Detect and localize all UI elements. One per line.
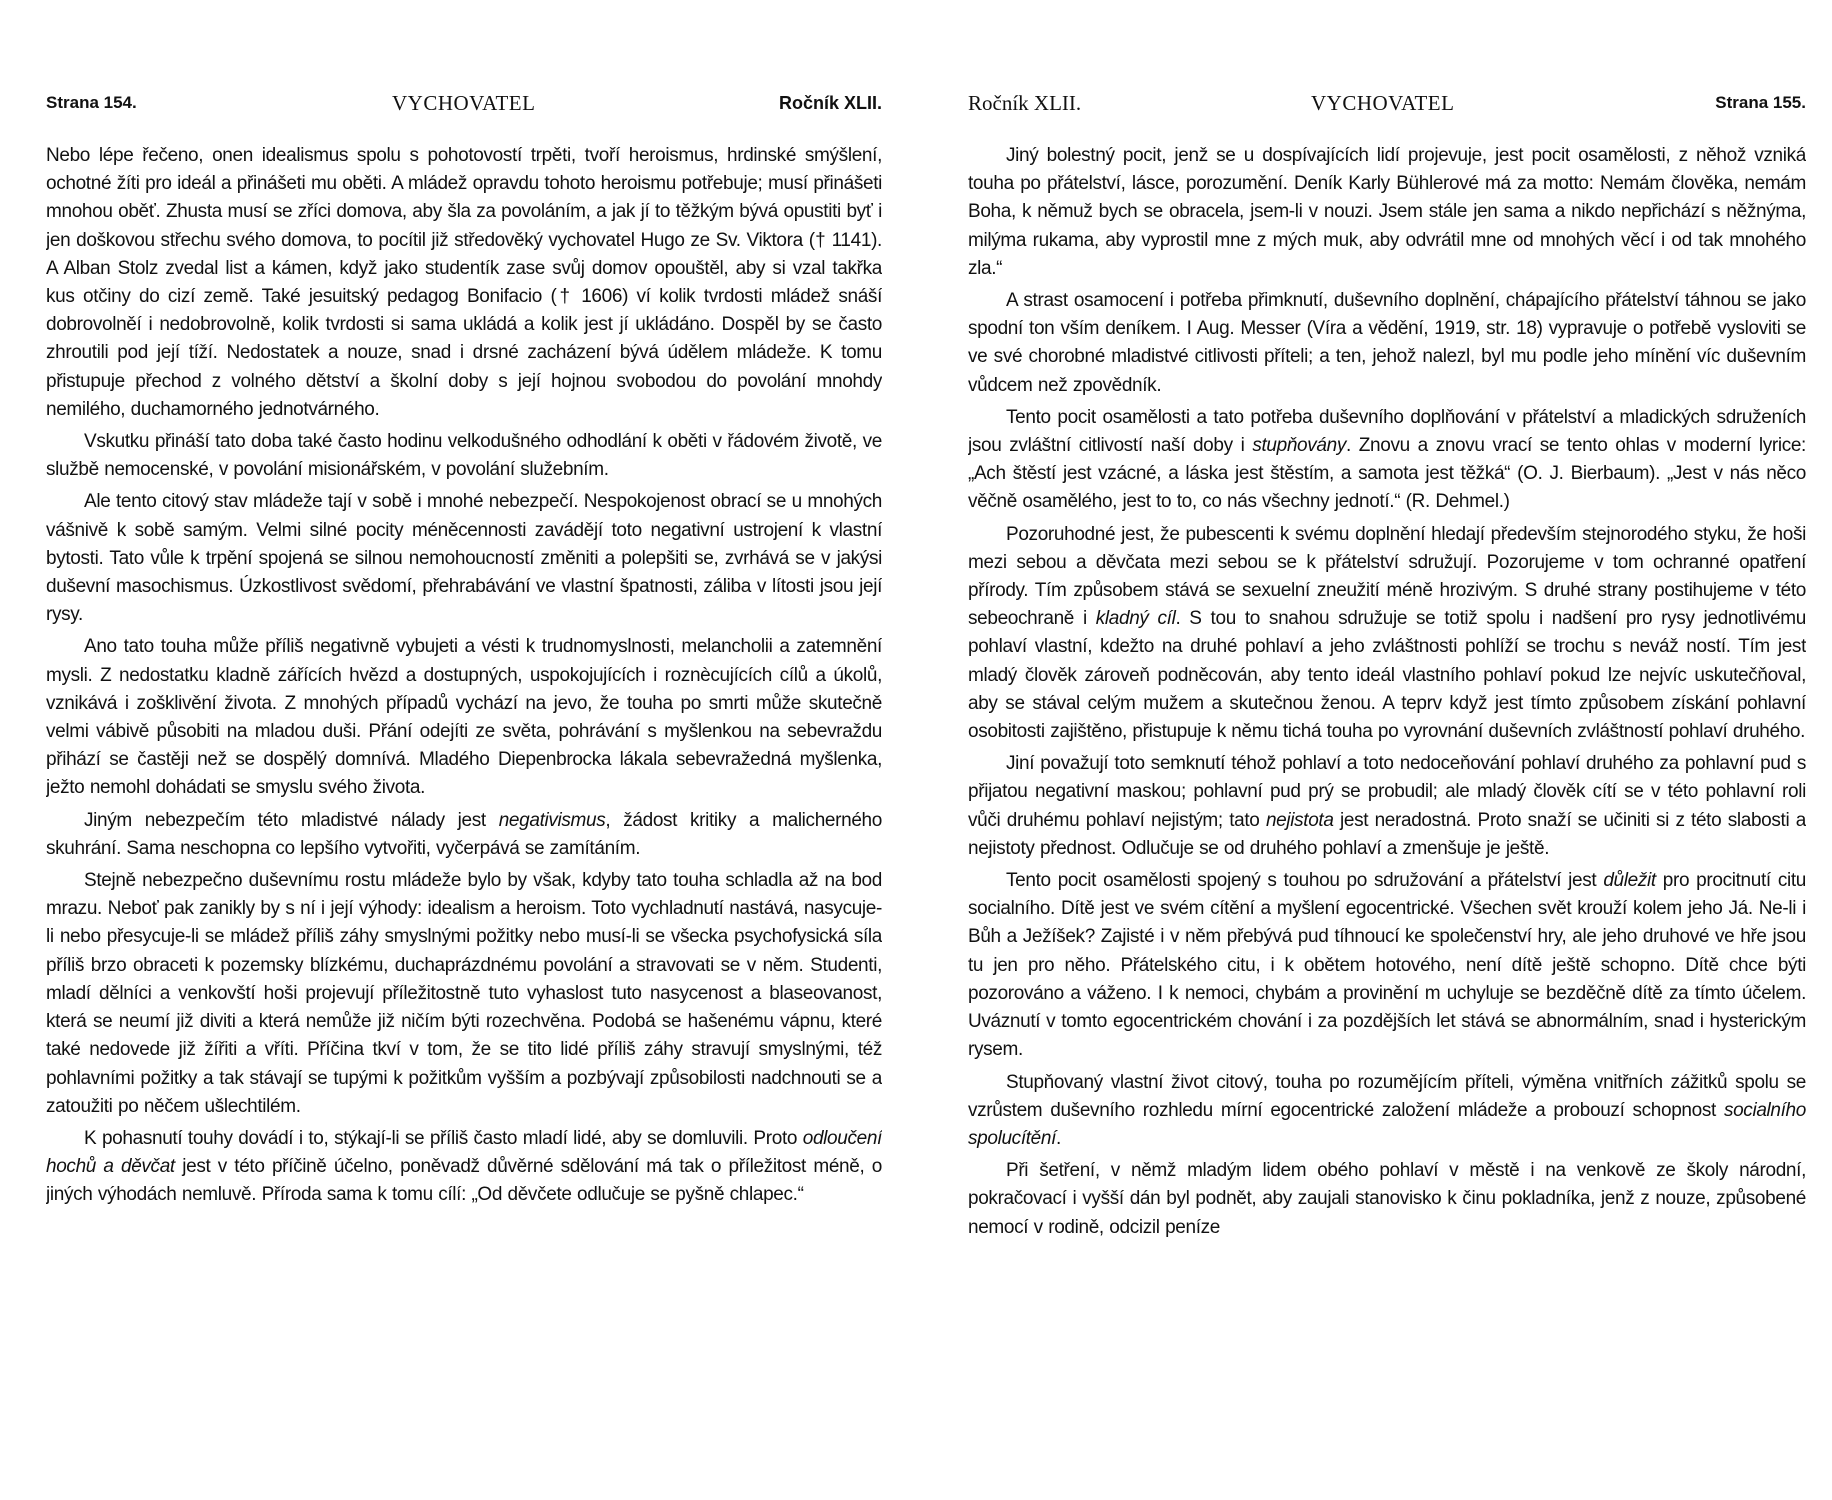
- text-run: Tento pocit osamělosti a tato potřeba duševního doplňování v přátelství a mladických sdruženích jsou zvláštní citlivostí naší doby i: [968, 406, 1806, 457]
- right-body-text: [968, 142, 1806, 1242]
- text-run: jest neradostná. Proto snaží se učiniti si z této slabosti a nejistoty přednost. Odlučuje se od druhého pohlaví a zmenšuje je ještě.: [968, 809, 1806, 859]
- paragraph: [46, 428, 882, 484]
- emphasized-text: kladný cíl: [1095, 608, 1176, 630]
- emphasized-text: odloučení hochů a děvčat: [46, 1127, 882, 1178]
- paragraph: [968, 1157, 1806, 1242]
- paragraph: [46, 633, 882, 802]
- text-run: Tento pocit osamělosti spojený s touhou po sdružování a přátelství jest: [1006, 870, 1604, 892]
- left-page: [46, 88, 882, 1468]
- left-journal-title: VYCHOVATEL: [392, 91, 536, 115]
- emphasized-text: negativismus: [498, 809, 606, 831]
- paragraph: [46, 807, 882, 863]
- paragraph: [968, 521, 1806, 747]
- right-page-number: Strana 155.: [1715, 93, 1806, 112]
- text-run: , žádost kritiky a malicherného skuhrání. Sama neschopna co lepšího vytvořiti, vyčerpává se zamítáním.: [46, 809, 882, 859]
- right-volume: Ročník XLII.: [968, 91, 1082, 115]
- right-journal-title: VYCHOVATEL: [1311, 91, 1455, 115]
- paragraph: [968, 1069, 1806, 1154]
- left-volume: Ročník XLII.: [778, 93, 882, 113]
- text-run: Stupňovaný vlastní život citový, touha po rozumějícím příteli, výměna vnitřních zážitků spolu se vzrůstem duševního rozhledu mírní egocentrické založení mládeže a probouzí schopnost: [968, 1071, 1806, 1121]
- text-run: pro procitnutí citu socialního. Dítě jest ve svém cítění a myšlení egocentrické. Všechen svět krouží kolem jeho Já. Ne-li i Bůh a Ježíšek? Zajisté i v něm přebývá pud tíhnoucí ke společenství hry, ale jeho druhové ve hře jsou tu jen pro něho. Přátelského citu, i k obětem hotového, není dítě ještě schopno. Dítě chce býti pozorováno a váženo. I k nemoci, chybám a provinění m uchyluje se bezděčně dítě za tímto účelem. Uváznutí v tomto egocentrickém chování i za pozdějších let stává se abnormálním, snad i hysterickým rysem.: [968, 870, 1806, 1061]
- text-run: Stejně nebezpečno duševnímu rostu mládeže bylo by však, kdyby tato touha schladla až na bod mrazu. Neboť pak zanikly by s ní i její výhody: idealism a heroism. Toto vychladnutí nastává, nasycuje-li nebo přesycuje-li se mládež příliš záhy smyslnými požitky nebo musí-li se všecka psychofysická síla příliš brzo obraceti k pozemsky blízkému, duchaprázdnému povolání a stravovati se v něm. Studenti, mladí dělníci a venkovští hoši projevují příležitostně tuto vyhaslost tuto nasycenost a blaseovanost, která se neumí již diviti a která nemůže již ničím býti rozechvěna. Podobá se hašenému vápnu, které také nedovede již žířiti a vříti. Příčina tkví v tom, že se tito lidé příliš záhy stravují smyslnými, též pohlavními požitky a tak stávají se tupými k požitkům vyšším a pozbývají způsobilosti nadchnouti se a zatoužiti po něčem ušlechtilém.: [46, 870, 882, 1117]
- left-body-text: [46, 142, 882, 1210]
- emphasized-text: důležit: [1603, 870, 1656, 892]
- text-run: . S tou to snahou sdružuje se totiž spolu i nadšení pro rysy jednotlivému pohlaví vlastní, kdežto na druhé pohlaví a jeho zvláštnosti pohlíží se trochu s neváž ností. Tím jest mladý člověk zároveň podněcován, aby tento ideál vlastního pohlaví pokud lze nejvíc uskutečňoval, aby se stával celým mužem a skutečnou ženou. A teprv když jest tímto způsobem získání pohlavní osobitosti zajištěno, přistupuje k němu tichá touha po vyrovnání duševních zvláštností pohlaví druhého.: [968, 608, 1806, 743]
- text-run: Vskutku přináší tato doba také často hodinu velkodušného odhodlání k oběti v řádovém životě, ve službě nemocenské, v povolání misionářském, v povolání služebním.: [46, 431, 882, 481]
- text-run: Pozoruhodné jest, že pubescenti k svému doplnění hledají především stejnorodého styku, že hoši mezi sebou a děvčata mezi sebou se k přátelství sdružují. Pozorujeme v tom ochranné opatření přírody. Tím způsobem stává se sexuelní zneužití méně hrozivým. S druhé strany postihujeme v této sebeochraně i: [968, 523, 1806, 630]
- paragraph: [968, 142, 1806, 283]
- paragraph: [968, 287, 1806, 400]
- text-run: Nebo lépe řečeno, onen idealismus spolu s pohotovostí trpěti, tvoří heroismus, hrdinské smýšlení, ochotné žíti pro ideál a přinášeti mu oběti. A mládež opravdu tohoto heroismu potřebuje; musí přinášeti mnohou oběť. Zhusta musí se zříci domova, aby šla za povoláním, a jak jí to těžkým bývá opustiti byť i jen doškovou střechu svého domova, to pocítil již středověký vychovatel Hugo ze Sv. Viktora († 1141). A Alban Stolz zvedal list a kámen, když jako studentík zase svůj domov opouštěl, aby si vzal takřka kus otčiny do cizí země. Také jesuitský pedagog Bonifacio († 1606) ví kolik tvrdosti mládež snáší dobrovolněí i nedobrovolně, kolik tvrdosti si sama ukládá a kolik jest jí ukládáno. Dospěl by se často zhroutili pod její tíží. Nedostatek a nouze, snad i drsné zacházení bývá údělem mládeže. K tomu přistupuje přechod z volného dětství a školní doby s její hojnou svobodou do povolání mnohdy nemilého, duchamorného jednotvárného.: [46, 145, 882, 420]
- text-run: Ale tento citový stav mládeže tají v sobě i mnohé nebezpečí. Nespokojenost obrací se u mnohých vášnivě k sobě samým. Velmi silné pocity méněcennosti zavádějí toto negativní ustrojení k vlastní bytosti. Tato vůle k trpění spojená se silnou nemohoucností změniti a polepšiti se, zvrhává se v jakýsi duševní masochismus. Úzkostlivost svědomí, přehrabávání ve vlastní špatnosti, záliba v lítosti jsou její rysy.: [46, 491, 882, 626]
- text-run: Jiný bolestný pocit, jenž se u dospívajících lidí projevuje, jest pocit osamělosti, z něhož vzniká touha po přátelství, lásce, porozumění. Deník Karly Bühlerové má za motto: Nemám člověka, nemám Boha, k němuž bych se obracela, jsem-li v nouzi. Jsem stále jen sama a nikdo nepřichází s něžnýma, milýma rukama, aby vyprostil mne z mých muk, aby odvrátil mne od mnohých věcí i od tak mnohého zla.“: [968, 145, 1806, 279]
- paragraph: [968, 867, 1806, 1064]
- paragraph: [968, 750, 1806, 863]
- right-page: [968, 88, 1806, 1468]
- text-run: jest v této příčině účelno, poněvadž důvěrné sdělování má tak o příležitost méně, o jiných výhodách nemluvě. Příroda sama k tomu cílí: „Od děvčete odlučuje se pyšně chlapec.“: [46, 1156, 882, 1206]
- text-run: Jiným nebezpečím této mladistvé nálady jest: [84, 809, 499, 831]
- paragraph: [46, 1125, 882, 1210]
- text-run: .: [1056, 1127, 1061, 1149]
- emphasized-text: socialního spolucítění: [968, 1099, 1806, 1149]
- paragraph: [46, 867, 882, 1121]
- left-page-number: Strana 154.: [46, 93, 137, 112]
- left-running-head: [46, 88, 882, 128]
- text-run: . Znovu a znovu vrací se tento ohlas v moderní lyrice: „Ach štěstí jest vzácné, a láska jest štěstím, a samota jest těžká“ (O. J. Bierbaum). „Jest v nás něco věčně osamělého, jest to to, co nás všechny jednotí.“ (R. Dehmel.): [968, 435, 1806, 513]
- text-run: Ano tato touha může příliš negativně vybujeti a vésti k trudnomyslnosti, melancholii a zatemnění mysli. Z nedostatku kladně zářících hvězd a dostupných, uspokojujících i roznècujících cílů a úkolů, vznikává i zošklivění života. Z mnohých případů vychází na jevo, že touha po smrti může skutečně velmi vábivě působiti na mladou duši. Přání odejíti ze světa, pohrávání s myšlenkou na sebevraždu přihází se častěji než se dospělý domnívá. Mladého Diepenbrocka lákala sebevražedná myšlenka, ježto nemohl dohádati se smyslu svého života.: [46, 636, 882, 799]
- text-run: K pohasnutí touhy dovádí i to, stýkají-li se příliš často mladí lidé, aby se domluvili. Proto: [84, 1127, 803, 1149]
- emphasized-text: nejistota: [1265, 809, 1334, 831]
- paragraph: [46, 142, 882, 424]
- emphasized-text: stupňovány: [1252, 435, 1346, 457]
- paragraph: [46, 488, 882, 629]
- text-run: A strast osamocení i potřeba přimknutí, duševního doplnění, chápajícího přátelství táhnou se jako spodní ton vším deníkem. I Aug. Messer (Víra a vědění, 1919, str. 18) vypravuje o potřebě vysloviti se ve své chorobné mladistvé citlivosti příteli; a ten, jehož nalezl, byl mu podle jeho mínění víc duševním vůdcem než zpovědník.: [968, 290, 1806, 396]
- text-run: Jiní považují toto semknutí téhož pohlaví a toto nedoceňování pohlaví druhého za pohlavní pud s přijatou negativní maskou; pohlavní pud prý se probudil; ale mladý člověk cítí se v této pohlavní roli vůči druhému pohlaví nejistým; tato: [968, 753, 1806, 831]
- right-running-head: [968, 88, 1806, 128]
- paragraph: [968, 404, 1806, 517]
- text-run: Při šetření, v němž mladým lidem obého pohlaví v městě i na venkově ze školy národní, pokračovací i vyšší dán byl podnět, aby zaujali stanovisko k činu pokladníka, jenž z nouze, způsobené nemocí v rodině, odcizil peníze: [968, 1160, 1806, 1238]
